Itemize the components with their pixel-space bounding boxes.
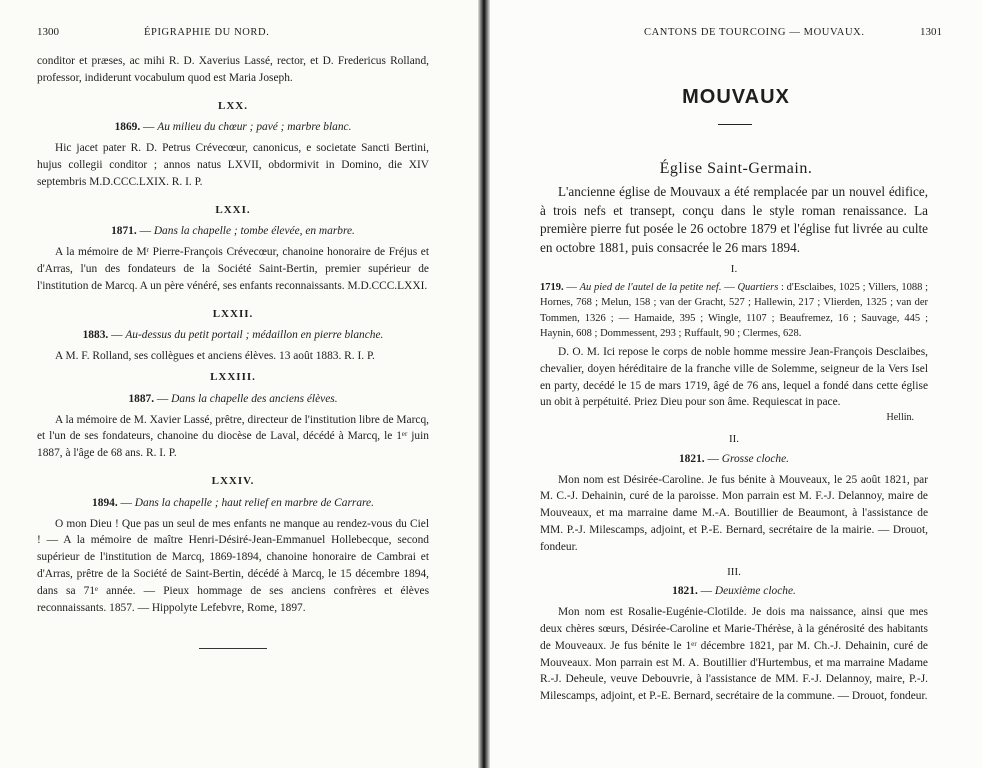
entry-number: II. bbox=[728, 432, 740, 445]
title-rule bbox=[718, 124, 752, 125]
entry-number: LXXIV. bbox=[211, 474, 255, 487]
entry-description: 1894. — Dans la chapelle ; haut relief en marbre de Carrare. bbox=[92, 496, 374, 509]
end-rule bbox=[199, 648, 267, 649]
entry-description: 1887. — Dans la chapelle des anciens élèves. bbox=[128, 392, 338, 405]
entry-description: 1821. — Grosse cloche. bbox=[678, 452, 789, 465]
entry-text: O mon Dieu ! Que pas un seul de mes enfants ne manque au rendez-vous du Ciel ! — A la mémoire de maître Henri-Désiré-Jean-Emmanuel Hollebecque, second supérieur de l'institution de Marcq, 1869-1894, chanoine honoraire de Cambrai et d'Arras, prêtre de la Société de Saint-Bertin, décédé à Marcq, le 15 décembre 1894, dans sa 71ᵉ année. — Pieux hommage de ses anciens confrères et élèves reconnaissants. 1857. — Hippolyte Lefebvre, Rome, 1897. bbox=[37, 517, 429, 614]
left-content bbox=[37, 53, 429, 649]
entry-text: D. O. M. Ici repose le corps de noble homme messire Jean-François Desclaibes, chevalier, doyen héréditaire de la franche ville de Solemme, seigneur de la Vers Isel en party, decédé le 15 de mars 1719, âgé de 76 ans, lequel a fondé dans cette église un obit à perpétuité. Priez Dieu pour son âme. Requiescat in pace. bbox=[540, 345, 928, 409]
right-content bbox=[540, 183, 928, 705]
entry-number: I. bbox=[730, 263, 738, 276]
entry-description: 1883. — Au-dessus du petit portail ; médaillon en pierre blanche. bbox=[82, 329, 384, 342]
entry-number: LXXI. bbox=[215, 203, 251, 216]
right-running-head: CANTONS DE TOURCOING — MOUVAUX. bbox=[644, 27, 865, 38]
entry-text: A la mémoire de Mʳ Pierre-François Crévecœur, chanoine honoraire de Fréjus et d'Arras, l'un des fondateurs de la Société Saint-Bertin, premier supérieur de l'institution de Marcq. A un père vénéré, ses enfants reconnaissants. M.D.CCC.LXXI. bbox=[37, 246, 429, 292]
entry-text: Mon nom est Rosalie-Eugénie-Clotilde. Je dois ma naissance, ainsi que mes deux chères sœurs, Désirée-Caroline et Marie-Thérèse, à la générosité des habitants de Mouveaux. Je fus bénite le 1ᵉʳ décembre 1821, par M. Ch.-J. Dehainin, curé de Mouveaux. Mon parrain est M. A. Boutillier d'Hurtembus, et ma marraine Madame R.-J. Deheule, veuve Debouvrie, à l'assistance de MM. F.-J. Delannoy, maire, P.-J. Milescamps, adjoint, et P.-E. Bernard, secrétaire de la commune. — Drouot, fondeur. bbox=[540, 606, 928, 703]
entry-number: LXXII. bbox=[212, 307, 254, 320]
left-running-head: ÉPIGRAPHIE DU NORD. bbox=[144, 27, 270, 38]
left-page-number: 1300 bbox=[37, 26, 59, 38]
intro-paragraph: L'ancienne église de Mouvaux a été remplacée par un nouvel édifice, à trois nefs et transept, conçu dans le style roman renaissance. La première pierre fut posée le 26 octobre 1879 et l'église fut livrée au culte en octobre 1881, puis consacrée le 26 mars 1894. bbox=[540, 184, 928, 255]
left-page bbox=[0, 0, 478, 768]
right-page-number: 1301 bbox=[920, 26, 942, 38]
entry-number: III. bbox=[727, 565, 741, 578]
book-gutter bbox=[478, 0, 490, 768]
left-opening-paragraph: conditor et præses, ac mihi R. D. Xaverius Lassé, rector, et D. Fredericus Rolland, professor, indiderunt vocabulum quod est Maria Joseph. bbox=[37, 55, 429, 84]
entry-description: 1821. — Deuxième cloche. bbox=[672, 585, 796, 598]
entry-number: LXX. bbox=[218, 99, 248, 112]
entry-text: A M. F. Rolland, ses collègues et anciens élèves. 13 août 1883. R. I. P. bbox=[55, 350, 375, 363]
entry-description: 1719. — Au pied de l'autel de la petite nef. — Quartiers : d'Esclaibes, 1025 ; Villers, 1088 ; Hornes, 768 ; Melun, 158 ; van der Gracht, 527 ; Hallewin, 217 ; Vlierden, 1325 ; van der Tommen, 1326 ; — Hamaide, 395 ; Wingle, 1107 ; Beaufremez, 16 ; Sauvage, 445 ; Haynin, 608 ; Dommessent, 293 ; Ruffault, 90 ; Clermes, 628. bbox=[540, 282, 929, 339]
entry-text: A la mémoire de M. Xavier Lassé, prêtre, directeur de l'institution libre de Marcq, et l'un de ses fondateurs, chanoine du diocèse de Laval, décédé à Marcq, le 1ᵉʳ juin 1887, à l'âge de 68 ans. R. I. P. bbox=[37, 413, 429, 460]
entry-number: LXXIII. bbox=[210, 370, 256, 383]
entry-text: Mon nom est Désirée-Caroline. Je fus bénite à Mouveaux, le 25 août 1821, par M. C.-J. Dehainin, curé de la paroisse. Mon parrain est M. F.-J. Delannoy, maire de Mouveaux, et ma marraine dame M.-A. Boutillier de Beaumont, à l'assistance de MM. P.-J. Milescamps, adjoint, et P.-E. Bernard, secrétaire de la mairie. — Drouot, fondeur. bbox=[540, 473, 928, 553]
entry-signer: Hellin. bbox=[886, 412, 914, 424]
church-heading: Église Saint-Germain. bbox=[659, 160, 813, 177]
entry-description: 1871. — Dans la chapelle ; tombe élevée, en marbre. bbox=[111, 225, 355, 238]
entry-description: 1869. — Au milieu du chœur ; pavé ; marbre blanc. bbox=[114, 121, 352, 134]
entry-text: Hic jacet pater R. D. Petrus Crévecœur, canonicus, e societate Sancti Bertini, hujus collegii conditor ; annos natus LXVII, obdormivit in Domino, die XIV septembris M.D.CCC.LXIX. R. I. P. bbox=[37, 142, 429, 188]
page-title: MOUVAUX bbox=[682, 86, 790, 108]
